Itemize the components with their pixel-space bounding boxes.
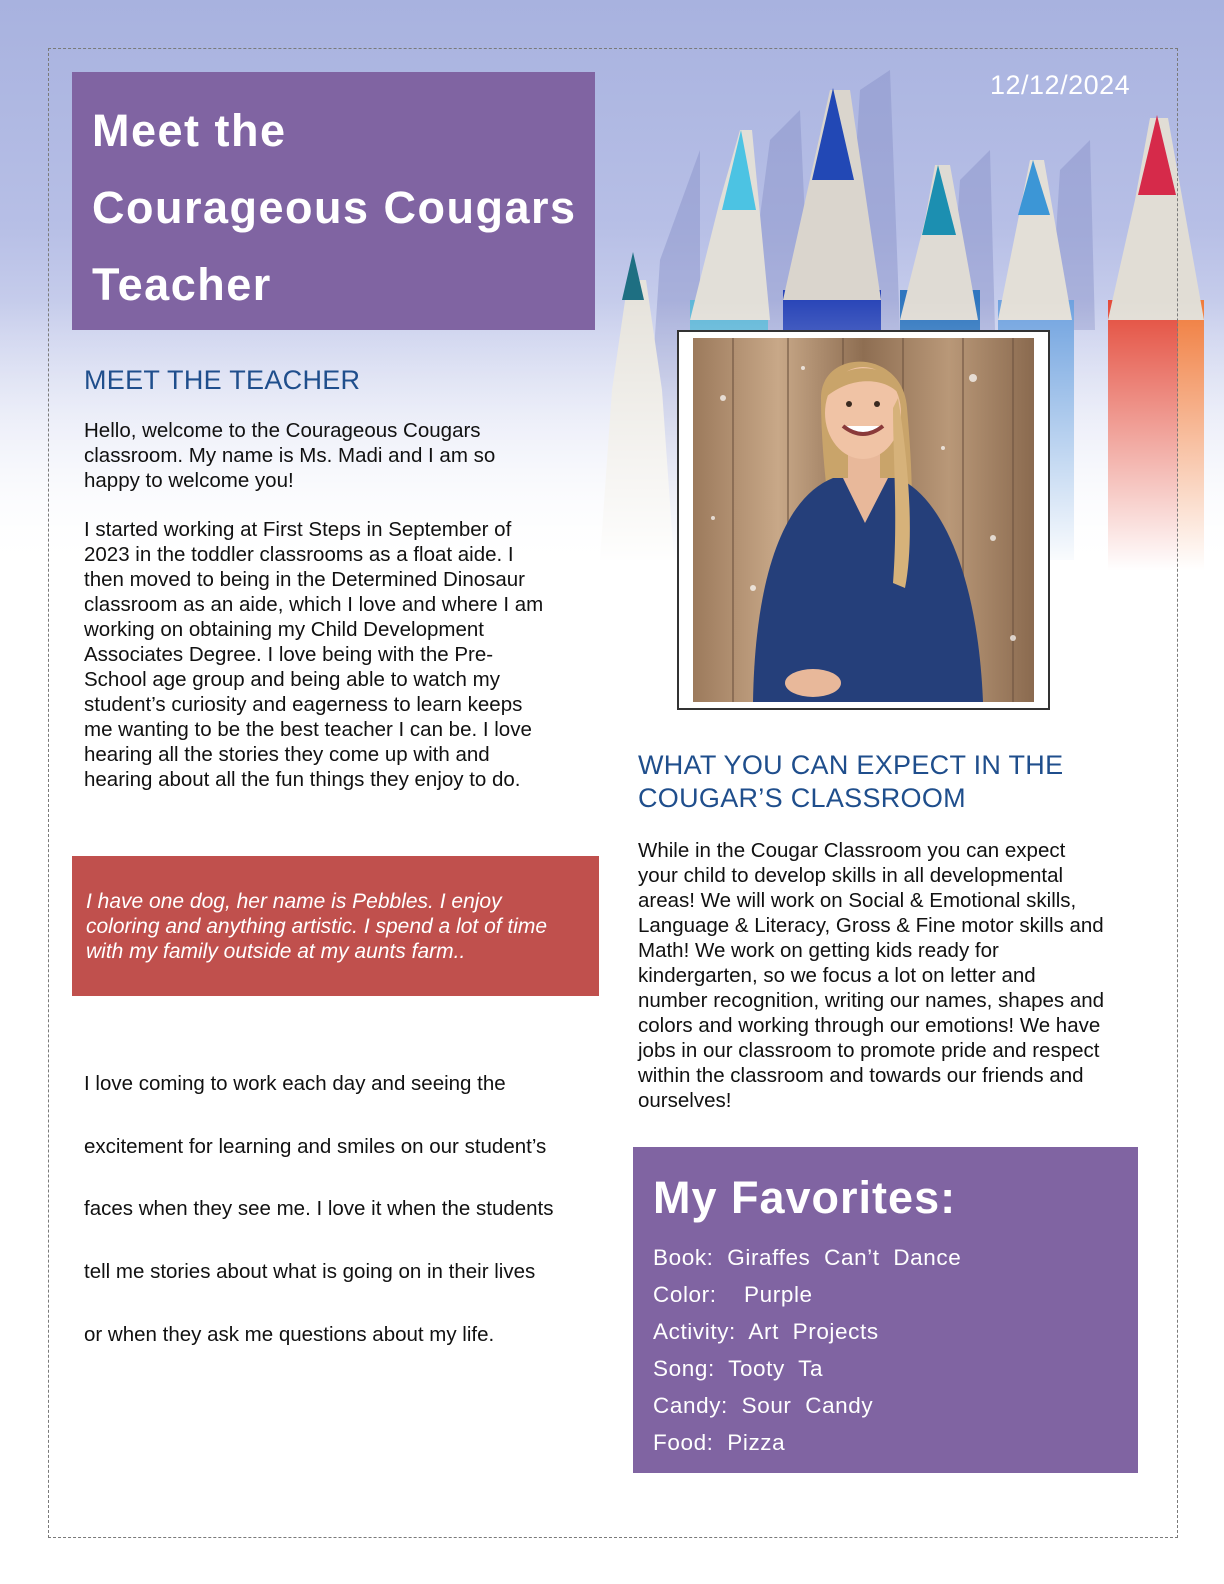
favorites-title: My Favorites:: [653, 1172, 957, 1223]
text-line: or when they ask me questions about my life.: [84, 1322, 495, 1346]
text-line: student’s curiosity and eagerness to learn keeps: [84, 693, 523, 716]
meet-teacher-heading: MEET THE TEACHER: [84, 365, 361, 395]
text-line: working on obtaining my Child Development: [84, 618, 484, 641]
favorite-item: Candy: Sour Candy: [653, 1393, 874, 1418]
text-line: classroom. My name is Ms. Madi and I am so: [84, 444, 496, 467]
favorite-item: Color: Purple: [653, 1282, 813, 1307]
favorite-item: Book: Giraffes Can’t Dance: [653, 1245, 962, 1270]
text-line: tell me stories about what is going on in their lives: [84, 1260, 536, 1284]
text-line: ourselves!: [638, 1089, 732, 1112]
text-line: School age group and being able to watch my: [84, 668, 500, 691]
text-line: classroom as an aide, which I love and where I am: [84, 593, 544, 616]
text-line: then moved to being in the Determined Dinosaur: [84, 568, 526, 591]
heading-line: COUGAR’S CLASSROOM: [638, 783, 966, 813]
teacher-photo: [693, 338, 1034, 702]
personal-quote-box: [72, 856, 599, 996]
text-line: your child to develop skills in all developmental: [638, 864, 1064, 887]
favorite-item: Song: Tooty Ta: [653, 1356, 824, 1381]
text-line: jobs in our classroom to promote pride and respect: [638, 1039, 1100, 1062]
title-line: Teacher: [92, 259, 272, 310]
text-line: colors and working through our emotions! We have: [638, 1014, 1101, 1037]
title-line: Meet the: [92, 105, 287, 156]
text-line: number recognition, writing our names, shapes and: [638, 989, 1105, 1012]
story-paragraph: [84, 517, 543, 792]
favorite-item: Activity: Art Projects: [653, 1319, 879, 1344]
quote-line: I have one dog, her name is Pebbles. I enjoy: [86, 890, 502, 913]
date-label: 12/12/2024: [990, 70, 1131, 100]
text-line: I love coming to work each day and seeing the: [84, 1072, 506, 1095]
text-line: excitement for learning and smiles on our student’s: [84, 1134, 547, 1158]
text-line: Math! We work on getting kids ready for: [638, 939, 999, 962]
text-line: faces when they see me. I love it when the students: [84, 1197, 554, 1221]
text-line: hearing all the stories they come up with and: [84, 743, 490, 766]
favorites-box: [633, 1147, 1138, 1473]
favorite-item: Food: Pizza: [653, 1430, 786, 1455]
closing-paragraph: [84, 1053, 604, 1367]
title-line: Courageous Cougars: [92, 182, 577, 233]
text-line: I started working at First Steps in September of: [84, 518, 512, 541]
text-line: happy to welcome you!: [84, 469, 294, 492]
text-line: kindergarten, so we focus a lot on letter and: [638, 964, 1036, 987]
title-banner: [72, 72, 595, 330]
text-line: Associates Degree. I love being with the Pre-: [84, 643, 494, 666]
teacher-photo-frame: [677, 330, 1050, 710]
expect-heading: [638, 749, 1063, 815]
text-line: Hello, welcome to the Courageous Cougars: [84, 419, 481, 442]
quote-line: coloring and anything artistic. I spend a lot of time: [86, 915, 548, 938]
text-line: While in the Cougar Classroom you can expect: [638, 839, 1066, 862]
text-line: areas! We will work on Social & Emotional skills,: [638, 889, 1077, 912]
expect-paragraph: [638, 838, 1104, 1113]
quote-line: with my family outside at my aunts farm..: [86, 940, 466, 963]
text-line: within the classroom and towards our friends and: [638, 1064, 1084, 1087]
text-line: 2023 in the toddler classrooms as a float aide. I: [84, 543, 514, 566]
text-line: hearing about all the fun things they enjoy to do.: [84, 768, 521, 791]
heading-line: WHAT YOU CAN EXPECT IN THE: [638, 750, 1064, 780]
intro-paragraph: [84, 418, 495, 493]
text-line: Language & Literacy, Gross & Fine motor skills and: [638, 914, 1104, 937]
text-line: me wanting to be the best teacher I can be. I love: [84, 718, 532, 741]
